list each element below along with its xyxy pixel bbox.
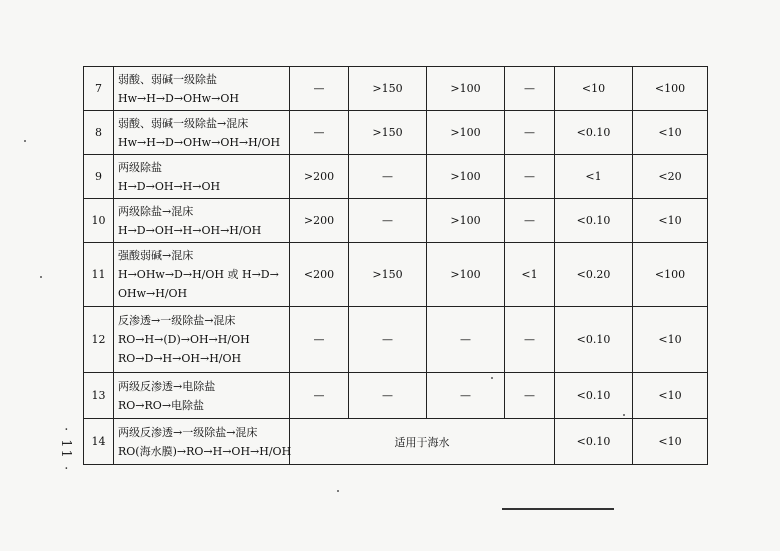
value-cell: — <box>505 307 555 373</box>
scan-speck <box>24 140 26 142</box>
scan-speck <box>40 276 42 278</box>
value-cell: >100 <box>427 111 505 155</box>
value-cell: — <box>505 155 555 199</box>
value-cell: >100 <box>427 243 505 307</box>
value-cell: <0.10 <box>555 111 633 155</box>
row-number: 11 <box>84 243 114 307</box>
process-line: RO(海水膜)→RO→H→OH→H/OH <box>118 444 292 458</box>
page-number: · 11 · <box>58 427 73 473</box>
process-line: Hw→H→D→OHw→OH→H/OH <box>118 135 281 149</box>
value-cell: >100 <box>427 67 505 111</box>
process-description <box>114 67 290 111</box>
value-cell: >100 <box>427 155 505 199</box>
process-line: OHw→H/OH <box>118 287 188 300</box>
row-number: 14 <box>84 419 114 465</box>
table-row <box>84 419 708 465</box>
value-cell: <0.10 <box>555 373 633 419</box>
value-cell: — <box>505 67 555 111</box>
value-cell: — <box>349 199 427 243</box>
value-cell: — <box>427 307 505 373</box>
process-description <box>114 111 290 155</box>
process-description <box>114 199 290 243</box>
process-description <box>114 373 290 419</box>
row-number: 7 <box>84 67 114 111</box>
process-line: 两级除盐 <box>118 160 162 174</box>
process-line: H→D→OH→H→OH <box>118 179 221 193</box>
table-row <box>84 373 708 419</box>
value-cell: <0.10 <box>555 307 633 373</box>
value-cell: — <box>290 307 349 373</box>
process-description <box>114 419 290 465</box>
row-number: 9 <box>84 155 114 199</box>
value-cell: — <box>349 155 427 199</box>
process-line: RO→D→H→OH→H/OH <box>118 352 242 365</box>
process-line: H→D→OH→H→OH→H/OH <box>118 223 262 237</box>
value-cell: <0.10 <box>555 199 633 243</box>
process-description <box>114 307 290 373</box>
value-cell: <10 <box>633 419 708 465</box>
process-description <box>114 243 290 307</box>
table-row <box>84 243 708 307</box>
value-cell: <100 <box>633 67 708 111</box>
process-table <box>83 66 708 465</box>
process-line: 反渗透→一级除盐→混床 <box>118 314 236 327</box>
value-cell: — <box>427 373 505 419</box>
value-cell: <10 <box>633 199 708 243</box>
row-number: 13 <box>84 373 114 419</box>
value-cell: <10 <box>555 67 633 111</box>
process-line: 强酸弱碱→混床 <box>118 249 194 262</box>
value-cell: <100 <box>633 243 708 307</box>
process-line: 两级除盐→混床 <box>118 204 194 218</box>
value-cell: — <box>349 373 427 419</box>
value-cell: — <box>505 199 555 243</box>
table-row <box>84 155 708 199</box>
value-cell: — <box>290 111 349 155</box>
value-cell: — <box>505 373 555 419</box>
row-number: 12 <box>84 307 114 373</box>
value-cell: <10 <box>633 373 708 419</box>
scan-speck <box>337 490 339 492</box>
process-line: RO→RO→电除盐 <box>118 398 205 412</box>
scan-speck <box>491 377 493 379</box>
value-cell: <1 <box>505 243 555 307</box>
table-row <box>84 199 708 243</box>
value-cell: >100 <box>427 199 505 243</box>
value-cell: >200 <box>290 155 349 199</box>
value-cell: >200 <box>290 199 349 243</box>
row-number: 8 <box>84 111 114 155</box>
process-line: H→OHw→D→H/OH 或 H→D→ <box>118 268 279 281</box>
table-row <box>84 307 708 373</box>
table-row <box>84 67 708 111</box>
process-line: 弱酸、弱碱一级除盐→混床 <box>118 116 249 130</box>
value-cell: — <box>349 307 427 373</box>
value-cell: — <box>290 67 349 111</box>
value-cell: <0.10 <box>555 419 633 465</box>
process-line: Hw→H→D→OHw→OH <box>118 91 239 105</box>
process-line: 两级反渗透→一级除盐→混床 <box>118 425 258 439</box>
value-cell: — <box>290 373 349 419</box>
process-line: 弱酸、弱碱一级除盐 <box>118 72 217 86</box>
scan-speck <box>623 414 625 416</box>
process-description <box>114 155 290 199</box>
value-cell: >150 <box>349 243 427 307</box>
value-cell: <200 <box>290 243 349 307</box>
value-cell: <10 <box>633 307 708 373</box>
value-cell: <1 <box>555 155 633 199</box>
footer-rule <box>502 508 614 510</box>
row-number: 10 <box>84 199 114 243</box>
value-cell: >150 <box>349 67 427 111</box>
process-line: RO→H→(D)→OH→H/OH <box>118 333 250 346</box>
merged-note-cell: 适用于海水 <box>290 419 555 465</box>
value-cell: <10 <box>633 111 708 155</box>
process-line: 两级反渗透→电除盐 <box>118 379 216 393</box>
value-cell: >150 <box>349 111 427 155</box>
value-cell: — <box>505 111 555 155</box>
value-cell: <0.20 <box>555 243 633 307</box>
table-row <box>84 111 708 155</box>
value-cell: <20 <box>633 155 708 199</box>
